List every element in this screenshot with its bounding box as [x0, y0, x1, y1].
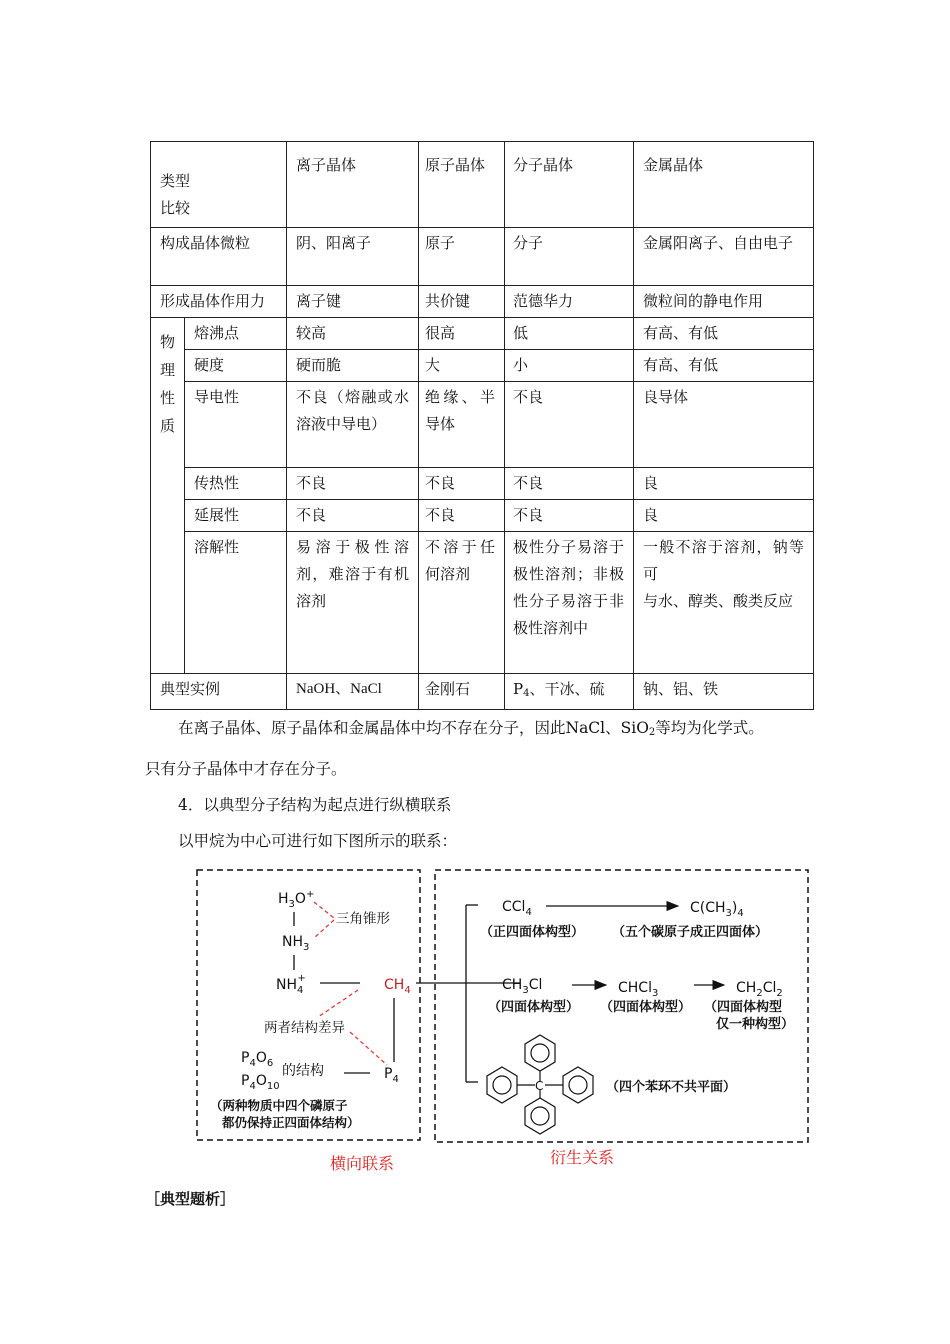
vert-char: 性 — [159, 389, 175, 407]
paragraph-methane-intro: 以甲烷为中心可进行如下图所示的联系： — [178, 832, 458, 850]
ccl4-note: （正四面体构型） — [480, 925, 585, 940]
methane-relationship-diagram — [190, 862, 820, 1182]
phosphorus-note-line1: （两种物质中四个磷原子 — [210, 1098, 348, 1113]
table-cell: 范德华力 — [505, 286, 634, 318]
table-cell: 不良 — [419, 500, 505, 532]
table-cell: 钠、铝、铁 — [634, 674, 814, 710]
p4-symbol: P — [513, 680, 524, 698]
caption-horizontal: 横向联系 — [330, 1154, 395, 1173]
row-label-ductility: 延展性 — [185, 500, 287, 532]
table-cell: 金属阳离子、自由电子 — [634, 228, 814, 286]
row-label-hardness: 硬度 — [185, 350, 287, 382]
col-header-metallic: 金属晶体 — [634, 142, 814, 228]
solubility-metal-line1: 一般不溶于溶剂，钠等可 — [643, 538, 805, 583]
table-cell: 易溶于极性溶剂，难溶于有机溶剂 — [287, 532, 419, 674]
corner-top-label: 类型 — [160, 172, 191, 190]
ch2cl2-note-line2: 仅一种构型） — [716, 1017, 795, 1032]
col-header-ionic: 离子晶体 — [287, 142, 419, 228]
table-cell: 有高、有低 — [634, 350, 814, 382]
red-dashed-line — [318, 990, 358, 1017]
benzene-ring-top — [525, 1035, 555, 1071]
table-cell: 低 — [505, 318, 634, 350]
ch3cl-note: （四面体构型） — [488, 1000, 580, 1015]
corner-bottom-label: 比较 — [160, 199, 191, 217]
table-cell: 很高 — [419, 318, 505, 350]
h3o-formula: $H_3O^+$ — [278, 889, 315, 910]
table-cell: 硬而脆 — [287, 350, 419, 382]
ch3cl-formula: $CH_3Cl$ — [502, 977, 543, 996]
table-row — [151, 382, 814, 468]
row-label-solubility: 溶解性 — [185, 532, 287, 674]
ch2cl2-note-line1: （四面体构型 — [704, 1000, 783, 1015]
table-row — [151, 468, 814, 500]
cch34-note: （五个碳原子成正四面体） — [612, 925, 769, 940]
caption-derivative: 衍生关系 — [550, 1148, 615, 1167]
table-cell — [634, 532, 814, 674]
table-cell: NaOH、NaCl — [287, 674, 419, 710]
structure-label: 的结构 — [282, 1063, 324, 1079]
table-cell — [505, 674, 634, 710]
ccl4-formula: CCl$_4$ — [502, 899, 532, 918]
row-label-heat: 传热性 — [185, 468, 287, 500]
col-header-molecular: 分子晶体 — [505, 142, 634, 228]
crystal-comparison-table — [150, 141, 814, 710]
section-heading-4: 4．以典型分子结构为起点进行纵横联系 — [178, 796, 452, 814]
benzene-note: （四个苯环不共平面） — [606, 1080, 737, 1095]
text-run: 在离子晶体、原子晶体和金属晶体中均不存在分子，因此NaCl、SiO — [178, 719, 649, 737]
row-label-examples: 典型实例 — [151, 674, 287, 710]
row-label-melting: 熔沸点 — [185, 318, 287, 350]
row-label-particles: 构成晶体微粒 — [151, 228, 287, 286]
table-row — [151, 674, 814, 710]
nh4-formula: $NH_4+$ — [276, 973, 306, 996]
corner-cell — [151, 142, 287, 228]
text-run: 等均为化学式。 — [655, 719, 764, 737]
paragraph-only-molecular: 只有分子晶体中才存在分子。 — [145, 760, 347, 778]
table-header-row — [151, 142, 814, 228]
red-dashed-line — [314, 902, 334, 918]
table-cell: 阴、阳离子 — [287, 228, 419, 286]
table-row — [151, 350, 814, 382]
physical-properties-label — [151, 318, 185, 674]
cch34-formula: $C(CH_3)_4$ — [690, 900, 744, 919]
typical-analysis-heading: ［典型题析］ — [145, 1190, 236, 1208]
central-carbon: C — [535, 1079, 544, 1093]
table-cell: 原子 — [419, 228, 505, 286]
table-cell: 小 — [505, 350, 634, 382]
table-row — [151, 228, 814, 286]
ch4-formula: $CH_4$ — [384, 977, 411, 996]
table-cell: 有高、有低 — [634, 318, 814, 350]
table-row — [151, 500, 814, 532]
table-cell: 良 — [634, 500, 814, 532]
table-cell: 离子键 — [287, 286, 419, 318]
example-rest: 、干冰、硫 — [529, 680, 605, 698]
table-cell: 不良 — [287, 500, 419, 532]
table-cell: 共价键 — [419, 286, 505, 318]
structure-difference-label: 两者结构差异 — [264, 1020, 345, 1036]
table-cell: 不良 — [505, 500, 634, 532]
table-row — [151, 286, 814, 318]
nh3-formula: $NH_3$ — [282, 934, 310, 953]
table-cell: 金刚石 — [419, 674, 505, 710]
table-cell: 微粒间的静电作用 — [634, 286, 814, 318]
table-cell: 不良（熔融或水溶液中导电） — [287, 382, 419, 468]
table-cell: 不溶于任何溶剂 — [419, 532, 505, 674]
subscript: 2 — [648, 727, 656, 738]
vert-char: 理 — [159, 361, 175, 379]
pyramid-label: 三角锥形 — [336, 911, 390, 927]
benzene-ring-left — [487, 1067, 517, 1103]
chcl3-note: （四面体构型） — [600, 1000, 692, 1015]
p4o10-formula: $P_4O_{10}$ — [241, 1073, 280, 1092]
table-cell: 极性分子易溶于极性溶剂；非极性分子易溶于非极性溶剂中 — [505, 532, 634, 674]
table-cell: 绝缘、半导体 — [419, 382, 505, 468]
table-cell: 不良 — [419, 468, 505, 500]
chcl3-formula: CHCl$_3$ — [618, 980, 659, 999]
table-cell: 不良 — [505, 382, 634, 468]
col-header-atomic: 原子晶体 — [419, 142, 505, 228]
p4-subscript: 4 — [523, 688, 530, 699]
phosphorus-note-line2: 都仍保持正四面体结构） — [222, 1115, 360, 1130]
table-row — [151, 318, 814, 350]
table-cell: 良导体 — [634, 382, 814, 468]
table-cell: 不良 — [287, 468, 419, 500]
vert-char: 质 — [159, 417, 175, 435]
table-cell: 分子 — [505, 228, 634, 286]
table-cell: 大 — [419, 350, 505, 382]
row-label-conductivity: 导电性 — [185, 382, 287, 468]
red-dashed-line — [314, 920, 334, 938]
row-label-forces: 形成晶体作用力 — [151, 286, 287, 318]
red-dashed-line — [350, 1032, 387, 1065]
benzene-ring-bottom — [525, 1098, 555, 1134]
p4-formula: $P_4$ — [384, 1066, 399, 1085]
vert-char: 物 — [159, 333, 175, 351]
p4o6-formula: $P_4O_6$ — [241, 1050, 274, 1069]
ch2cl2-formula: $CH_2Cl_2$ — [736, 980, 783, 999]
table-row — [151, 532, 814, 674]
table-cell: 较高 — [287, 318, 419, 350]
solubility-metal-line2: 与水、醇类、酸类反应 — [643, 592, 794, 610]
benzene-ring-right — [563, 1067, 593, 1103]
table-cell: 良 — [634, 468, 814, 500]
table-cell: 不良 — [505, 468, 634, 500]
paragraph-no-molecules — [178, 716, 764, 738]
